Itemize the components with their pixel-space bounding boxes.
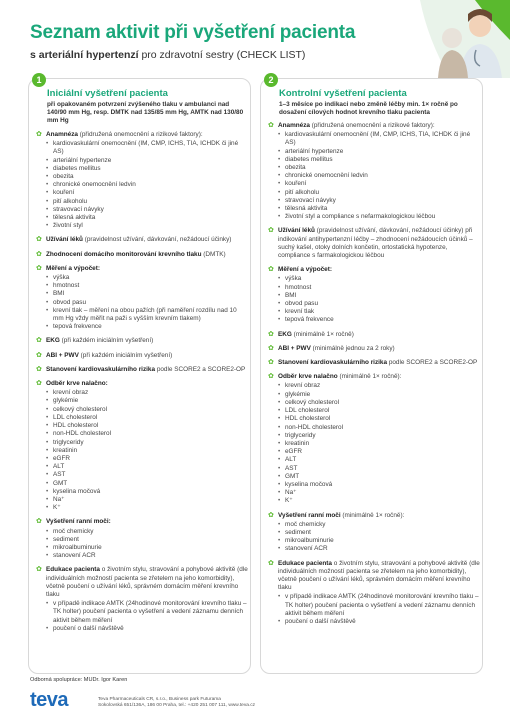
- list-item: • obvod pasu: [278, 300, 480, 308]
- checklist-section: [36, 366, 248, 374]
- section-heading-note: (minimálně 1× ročně):: [340, 511, 405, 519]
- list-item: • životní styl a compliance s nefarmakologickou léčbou: [278, 213, 480, 221]
- section-items: [278, 275, 480, 324]
- column-initial-exam: [28, 75, 251, 674]
- section-heading-note: (minimálně 1× ročně): [291, 330, 354, 338]
- list-item: • krevní tlak: [278, 308, 480, 316]
- list-item: • sediment: [278, 529, 480, 537]
- flower-bullet-icon: ✿: [36, 337, 42, 345]
- list-item: • obezita: [278, 164, 480, 172]
- list-item: • glykémie: [46, 397, 248, 405]
- section-heading: [46, 131, 248, 139]
- section-heading-bold: EKG: [278, 330, 292, 338]
- list-item: • ALT: [278, 456, 480, 464]
- checklist-section: [36, 265, 248, 332]
- section-heading: [46, 518, 248, 526]
- section-body: [46, 251, 248, 259]
- section-heading: [46, 236, 248, 244]
- section-heading-bold: Stanovení kardiovaskulárního rizika: [278, 359, 388, 367]
- checklist-section: [268, 266, 480, 324]
- list-item: • stanovení ACR: [46, 552, 248, 560]
- section-heading-note: o životním stylu, stravování a pohybové aktivitě (dle individuálních možností pacienta se zřetelem na jeho komorbidity), včetně poučení o užívání léků, správném domácím měření krevního tlaku: [46, 566, 248, 598]
- section-heading: [278, 345, 480, 353]
- section-items: [46, 528, 248, 561]
- list-item: • GMT: [46, 480, 248, 488]
- section-heading-bold: EKG: [46, 337, 60, 345]
- list-item: • krevní obraz: [46, 389, 248, 397]
- list-item: • životní styl: [46, 222, 248, 230]
- section-heading-bold: Odběr krve nalačno:: [46, 380, 108, 388]
- list-item: • HDL cholesterol: [278, 415, 480, 423]
- list-item: • non-HDL cholesterol: [278, 424, 480, 432]
- section-heading-bold: Zhodnocení domácího monitorování krevního tlaku: [46, 250, 202, 258]
- section-body: [278, 345, 480, 353]
- list-item: • BMI: [278, 292, 480, 300]
- section-items: [278, 593, 480, 626]
- checklist-section: [36, 566, 248, 633]
- section-list: [268, 122, 480, 632]
- list-item: • kyselina močová: [278, 481, 480, 489]
- section-items: [278, 521, 480, 554]
- list-item: • kouření: [46, 189, 248, 197]
- list-item: • triglyceridy: [278, 432, 480, 440]
- list-item: • poučení o další návštěvě: [278, 618, 480, 626]
- section-heading: [46, 337, 248, 345]
- list-item: • celkový cholesterol: [278, 399, 480, 407]
- list-item: • obvod pasu: [46, 299, 248, 307]
- section-heading-bold: Stanovení kardiovaskulárního rizika: [46, 365, 156, 373]
- checklist-section: [268, 331, 480, 339]
- section-body: [278, 359, 480, 367]
- flower-bullet-icon: ✿: [268, 373, 274, 381]
- section-body: [46, 337, 248, 345]
- teva-logo: teva: [30, 689, 69, 711]
- column-control-exam: [260, 75, 483, 674]
- section-body: [278, 227, 480, 260]
- section-heading: [46, 380, 248, 388]
- section-heading: [46, 366, 248, 374]
- list-item: • hmotnost: [278, 284, 480, 292]
- section-heading-note: (DMTK): [201, 250, 226, 258]
- section-body: [46, 265, 248, 332]
- section-body: [46, 352, 248, 360]
- list-item: • diabetes mellitus: [46, 165, 248, 173]
- section-heading: [46, 265, 248, 273]
- list-item: • moč chemicky: [278, 521, 480, 529]
- section-heading-note: (při každém iniciálním vyšetření): [78, 351, 173, 359]
- section-body: [278, 373, 480, 505]
- column-intro: při opakovaném potvrzení zvýšeného tlaku v ambulanci nad 140/90 mm Hg, resp. DMTK nad 135/85 mm Hg, AMTK nad 130/80 mm Hg: [47, 101, 244, 125]
- section-heading-bold: Odběr krve nalačno: [278, 373, 338, 381]
- section-heading-bold: Anamnéza: [46, 131, 78, 138]
- list-item: • AST: [46, 471, 248, 479]
- section-heading: [278, 512, 480, 520]
- company-address: [98, 697, 298, 709]
- list-item: • arteriální hypertenze: [278, 148, 480, 156]
- column-title: Kontrolní vyšetření pacienta: [279, 88, 407, 99]
- section-heading: [278, 266, 480, 274]
- column-title: Iniciální vyšetření pacienta: [47, 88, 168, 99]
- section-body: [46, 366, 248, 374]
- collaboration-note: Odborná spolupráce: MUDr. Igor Karen: [30, 677, 128, 683]
- section-heading: [278, 122, 480, 130]
- section-heading: [46, 352, 248, 360]
- list-item: • krevní obraz: [278, 382, 480, 390]
- address-line-2: Sokolovská 651/136A, 186 00 Praha, tel.: +420 251 007 111, www.teva.cz: [98, 703, 256, 709]
- section-heading-note: (pravidelnost užívání, dávkování, nežádoucí účinky): [82, 236, 232, 244]
- list-item: • mikroalbuminurie: [278, 537, 480, 545]
- checklist-section: [36, 380, 248, 512]
- flower-bullet-icon: ✿: [268, 511, 274, 519]
- list-item: • Na⁺: [278, 489, 480, 497]
- column-intro: 1–3 měsíce po indikaci nebo změně léčby min. 1× ročně po dosažení cílových hodnot krevního tlaku pacienta: [279, 101, 458, 117]
- flower-bullet-icon: ✿: [36, 518, 42, 526]
- section-heading-note: (minimálně jednou za 2 roky): [310, 344, 395, 352]
- section-items: [278, 382, 480, 505]
- section-body: [46, 566, 248, 633]
- section-heading-bold: Anamnéza: [278, 122, 310, 129]
- list-item: • LDL cholesterol: [278, 407, 480, 415]
- address-line-1: Teva Pharmaceuticals CR, s.r.o., Business park Futurama: [98, 697, 221, 702]
- list-item: • krevní tlak – měření na obou pažích (při naměření rozdílu nad 10 mm Hg vždy měřit na paži s vyšším krevním tlakem): [46, 307, 248, 323]
- section-heading-note: podle SCORE2 a SCORE2-OP: [155, 365, 246, 373]
- list-item: • výška: [46, 274, 248, 282]
- list-item: • K⁺: [46, 504, 248, 512]
- section-body: [278, 331, 480, 339]
- section-heading-bold: Užívání léků: [46, 236, 83, 244]
- section-heading: [278, 227, 480, 260]
- section-items: [278, 131, 480, 221]
- section-items: [46, 600, 248, 633]
- list-item: • obezita: [46, 173, 248, 181]
- section-heading-note: (pravidelnost užívání, dávkování, nežádoucí účinky) při indikování antihypertenzní léčby – zhodnocení nežádoucích účinků – suchý kašel, otoky dolních končetin, ortostatická hypotenze, compliance s farmakologickou léčbou: [278, 227, 473, 260]
- list-item: • v případě indikace AMTK (24hodinové monitorování krevního tlaku – TK holter) poučení pacienta o vyšetření a vedení záznamu denních aktivit během měření: [46, 600, 248, 625]
- list-item: • GMT: [278, 473, 480, 481]
- list-item: • non-HDL cholesterol: [46, 430, 248, 438]
- list-item: • mikroalbuminurie: [46, 544, 248, 552]
- section-items: [46, 389, 248, 512]
- list-item: • Na⁺: [46, 496, 248, 504]
- list-item: • tělesná aktivita: [46, 214, 248, 222]
- flower-bullet-icon: ✿: [36, 131, 42, 138]
- list-item: • kreatinin: [46, 447, 248, 455]
- section-heading: [278, 373, 480, 381]
- list-item: • HDL cholesterol: [46, 422, 248, 430]
- flower-bullet-icon: ✿: [268, 344, 274, 352]
- section-heading-bold: ABI + PWV: [278, 344, 311, 352]
- checklist-section: [36, 337, 248, 345]
- list-item: • stravovací návyky: [46, 206, 248, 214]
- section-heading: [278, 560, 480, 593]
- section-body: [278, 122, 480, 221]
- list-item: • pití alkoholu: [278, 189, 480, 197]
- flower-bullet-icon: ✿: [268, 266, 274, 274]
- section-body: [278, 560, 480, 627]
- section-body: [278, 266, 480, 324]
- section-heading: [46, 251, 248, 259]
- list-item: • LDL cholesterol: [46, 414, 248, 422]
- section-heading-bold: Edukace pacienta: [46, 566, 100, 574]
- list-item: • tělesná aktivita: [278, 205, 480, 213]
- list-item: • sediment: [46, 536, 248, 544]
- list-item: • kreatinin: [278, 440, 480, 448]
- section-body: [46, 131, 248, 230]
- flower-bullet-icon: ✿: [36, 351, 42, 359]
- list-item: • tepová frekvence: [278, 316, 480, 324]
- checklist-section: [36, 236, 248, 244]
- list-item: • výška: [278, 275, 480, 283]
- section-heading-bold: Měření a výpočet:: [278, 266, 332, 274]
- list-item: • BMI: [46, 290, 248, 298]
- list-item: • AST: [278, 465, 480, 473]
- checklist-section: [36, 518, 248, 560]
- list-item: • hmotnost: [46, 282, 248, 290]
- section-body: [46, 380, 248, 512]
- flower-bullet-icon: ✿: [36, 236, 42, 244]
- subtitle-rest: pro zdravotní sestry (CHECK LIST): [138, 49, 306, 61]
- flower-bullet-icon: ✿: [268, 122, 274, 129]
- section-heading-bold: Měření a výpočet:: [46, 264, 100, 272]
- section-list: [36, 131, 248, 639]
- list-item: • eGFR: [278, 448, 480, 456]
- checklist-section: [36, 352, 248, 360]
- flower-bullet-icon: ✿: [268, 330, 274, 338]
- flower-bullet-icon: ✿: [268, 559, 274, 567]
- checklist-section: [268, 122, 480, 221]
- subtitle-bold: s arteriální hypertenzí: [30, 49, 139, 61]
- list-item: • moč chemicky: [46, 528, 248, 536]
- section-body: [278, 512, 480, 554]
- checklist-section: [36, 251, 248, 259]
- flower-bullet-icon: ✿: [36, 365, 42, 373]
- list-item: • eGFR: [46, 455, 248, 463]
- list-item: • K⁺: [278, 497, 480, 505]
- list-item: • tepová frekvence: [46, 323, 248, 331]
- section-heading: [46, 566, 248, 599]
- section-items: [46, 274, 248, 331]
- section-heading-bold: ABI + PWV: [46, 351, 79, 359]
- flower-bullet-icon: ✿: [268, 359, 274, 367]
- list-item: • triglyceridy: [46, 439, 248, 447]
- list-item: • arteriální hypertenze: [46, 157, 248, 165]
- checklist-section: [268, 227, 480, 260]
- list-item: • pití alkoholu: [46, 198, 248, 206]
- page-title: Seznam aktivit při vyšetření pacienta: [30, 22, 356, 43]
- section-items: [46, 140, 248, 230]
- section-heading-bold: Vyšetření ranní moči: [278, 511, 341, 519]
- flower-bullet-icon: ✿: [36, 264, 42, 272]
- section-heading-note: o životním stylu, stravování a pohybové aktivitě (dle individuálních možností pacienta se zřetelem na jeho komorbidity), včetně poučení o užívání léků, správném domácím měření krevního tlaku: [278, 559, 480, 592]
- list-item: • kardiovaskulární onemocnění (IM, CMP, ICHS, TIA, ICHDK či jiné AS): [46, 140, 248, 156]
- list-item: • diabetes mellitus: [278, 156, 480, 164]
- list-item: • v případě indikace AMTK (24hodinové monitorování krevního tlaku – TK holter) poučení pacienta o vyšetření a vedení záznamu denních aktivit během měření: [278, 593, 480, 618]
- list-item: • chronické onemocnění ledvin: [278, 172, 480, 180]
- list-item: • stanovení ACR: [278, 545, 480, 553]
- section-heading-bold: Vyšetření ranní moči:: [46, 518, 111, 526]
- page-subtitle: [30, 49, 305, 61]
- checklist-section: [268, 359, 480, 367]
- list-item: • kouření: [278, 180, 480, 188]
- checklist-section: [268, 512, 480, 554]
- section-heading-note: (minimálně 1× ročně):: [337, 373, 402, 381]
- column-number-badge: 2: [264, 73, 278, 87]
- list-item: • ALT: [46, 463, 248, 471]
- section-heading: [278, 359, 480, 367]
- list-item: • glykémie: [278, 391, 480, 399]
- header-photo: [380, 0, 510, 78]
- section-heading-note: (přidružená onemocnění a rizikové faktory):: [77, 131, 203, 138]
- flower-bullet-icon: ✿: [36, 566, 42, 574]
- checklist-section: [268, 373, 480, 505]
- checklist-section: [36, 131, 248, 230]
- section-heading-note: (přidružená onemocnění a rizikové faktory):: [309, 122, 435, 129]
- flower-bullet-icon: ✿: [268, 227, 274, 235]
- section-heading-note: (při každém iniciálním vyšetření): [59, 337, 154, 345]
- section-body: [46, 518, 248, 560]
- column-number-badge: 1: [32, 73, 46, 87]
- list-item: • chronické onemocnění ledvin: [46, 181, 248, 189]
- section-body: [46, 236, 248, 244]
- list-item: • stravovací návyky: [278, 197, 480, 205]
- list-item: • poučení o další návštěvě: [46, 625, 248, 633]
- section-heading: [278, 331, 480, 339]
- section-heading-note: podle SCORE2 a SCORE2-OP: [387, 359, 478, 367]
- flower-bullet-icon: ✿: [36, 380, 42, 388]
- list-item: • kyselina močová: [46, 488, 248, 496]
- list-item: • celkový cholesterol: [46, 406, 248, 414]
- flower-bullet-icon: ✿: [36, 250, 42, 258]
- section-heading-bold: Edukace pacienta: [278, 559, 332, 567]
- checklist-section: [268, 560, 480, 627]
- checklist-section: [268, 345, 480, 353]
- section-heading-bold: Užívání léků: [278, 227, 315, 235]
- list-item: • kardiovaskulární onemocnění (IM, CMP, ICHS, TIA, ICHDK či jiné AS): [278, 131, 480, 147]
